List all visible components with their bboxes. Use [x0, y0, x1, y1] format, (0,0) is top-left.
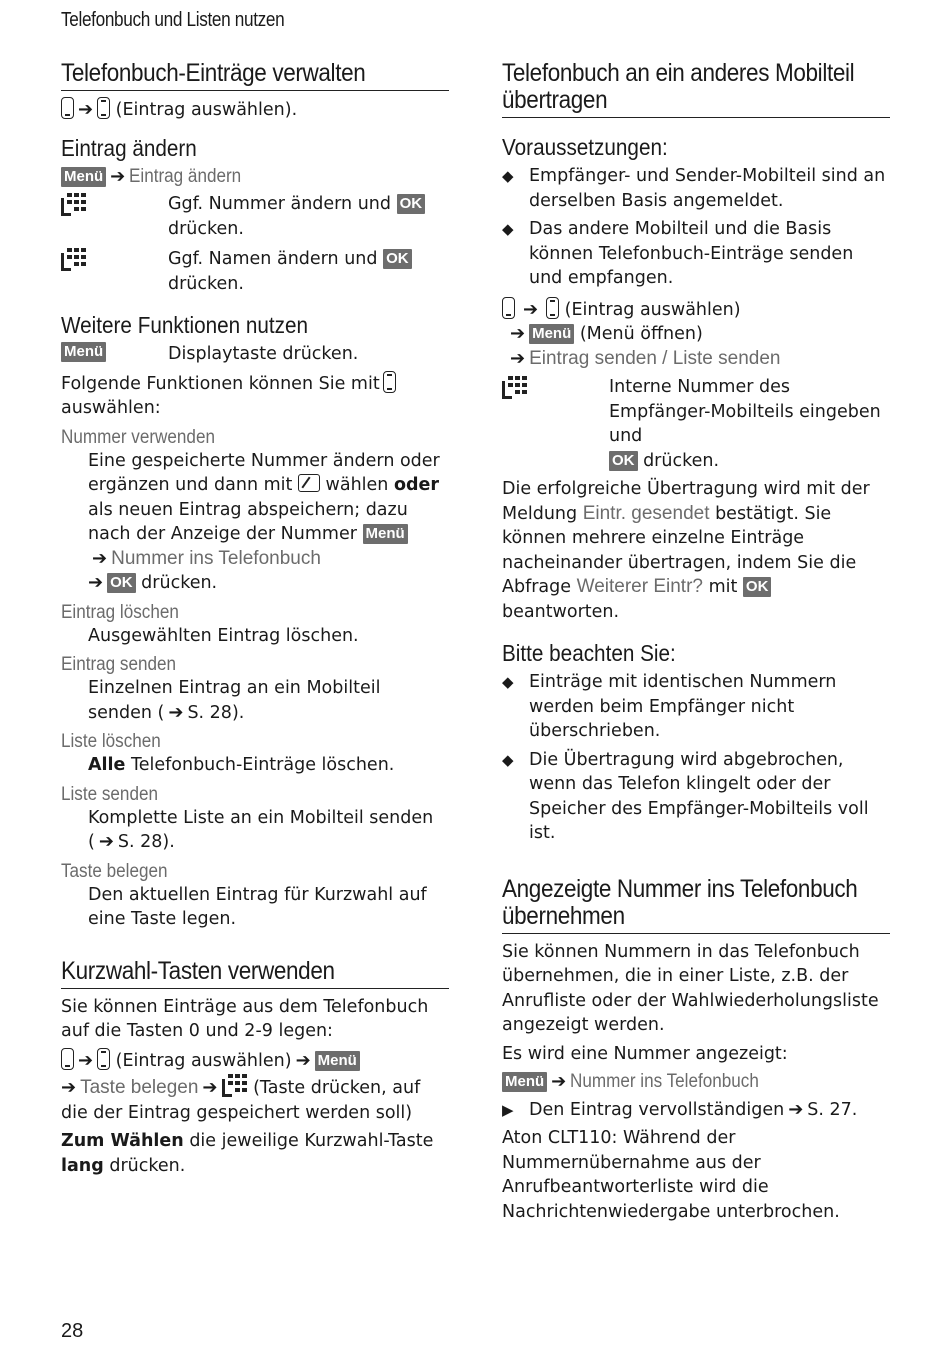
nav-instruction: ➔ (Eintrag auswählen) ➔ Menü ➔ Taste belegen ➔ (Taste drücken, auf die der Eintrag gespeichert werden soll): [61, 1049, 421, 1123]
function-label: Nummer verwenden: [61, 426, 215, 448]
nav-instruction: ➔ (Eintrag auswählen) ➔ Menü (Menü öffnen) ➔ Eintrag senden / Liste senden: [502, 297, 890, 372]
arrow-icon: ➔: [295, 1049, 311, 1071]
arrow-icon: ➔: [523, 298, 539, 320]
step-row: Ggf. Nummer ändern und OK drücken.: [61, 192, 449, 241]
function-label: Taste belegen: [61, 860, 168, 882]
bullet-item: ◆ Die Übertragung wird abgebrochen, wenn das Telefon klingelt oder der Speicher des Empfänger-Mobilteils voll ist.: [502, 748, 890, 846]
function-label: Eintrag löschen: [61, 601, 179, 623]
arrow-icon: ➔: [78, 1049, 94, 1071]
menu-key: Menü: [315, 1051, 360, 1071]
keypad-icon: [61, 192, 87, 218]
arrow-icon: ➔: [110, 165, 126, 187]
arrow-icon: ➔: [788, 1098, 804, 1120]
arrow-icon: ➔: [61, 1077, 77, 1098]
running-header: Telefonbuch und Listen nutzen: [61, 9, 285, 31]
arrow-icon: ➔: [168, 701, 184, 723]
arrow-icon: ➔: [78, 99, 94, 120]
paragraph: Zum Wählen die jeweilige Kurzwahl-Taste lang drücken.: [61, 1131, 434, 1176]
section-title: Kurzwahl-Tasten verwenden: [61, 958, 449, 989]
ok-key: OK: [107, 573, 136, 593]
nav-down-icon: [61, 1048, 74, 1070]
nav-updown-icon: [546, 297, 559, 319]
arrow-icon: ➔: [98, 831, 114, 852]
nav-down-icon: [502, 297, 515, 319]
paragraph: Folgende Funktionen können Sie mit auswählen:: [61, 371, 449, 421]
left-column: [61, 60, 449, 1181]
arrow-icon: ➔: [510, 347, 526, 369]
arrow-icon: ➔: [92, 547, 108, 569]
section-title: Telefonbuch-Einträge verwalten: [61, 60, 449, 91]
arrow-icon: ➔: [551, 1071, 567, 1092]
paragraph: Sie können Einträge aus dem Telefonbuch auf die Tasten 0 und 2-9 legen:: [61, 996, 429, 1041]
subsection-title: Voraussetzungen:: [502, 134, 668, 160]
ok-key: OK: [383, 249, 412, 269]
call-key-icon: [298, 474, 320, 492]
paragraph: Die erfolgreiche Übertragung wird mit der Meldung Eintr. gesendet bestätigt. Sie können mehrere einzelne Einträge nacheinander übertragen, indem Sie die Abfrage Weiterer Eintr? mit OK beantworten.: [502, 479, 870, 622]
function-label: Liste senden: [61, 783, 158, 805]
paragraph: Es wird eine Nummer angezeigt:: [502, 1043, 788, 1064]
paragraph: Sie können Nummern in das Telefonbuch übernehmen, die in einer Liste, z.B. der Anrufliste oder der Wahlwiederholungsliste angezeigt werden.: [502, 941, 879, 1035]
step-item: ▶ Den Eintrag vervollständigen ➔ S. 27.: [502, 1098, 890, 1123]
keypad-icon: [222, 1073, 248, 1099]
function-description: Eine gespeicherte Nummer ändern oder ergänzen und dann mit wählen oder als neuen Eintrag abspeichern; dazu nach der Anzeige der Nummer Menü➔ Nummer ins Telefonbuch ➔ OK drücken.: [88, 450, 440, 593]
function-label: Eintrag senden: [61, 654, 177, 675]
keypad-icon: [502, 375, 528, 401]
menu-key: Menü: [61, 342, 106, 362]
function-label: Liste löschen: [61, 731, 161, 752]
arrow-icon: ➔: [202, 1077, 218, 1098]
bullet-item: ◆ Das andere Mobilteil und die Basis können Telefonbuch-Einträge senden und empfangen.: [502, 217, 890, 291]
menu-path: Menü ➔ Nummer ins Telefonbuch: [502, 1070, 890, 1095]
function-description: Einzelnen Eintrag an ein Mobilteil senden ( ➔ S. 28).: [88, 678, 381, 723]
menu-path: Menü ➔ Eintrag ändern: [61, 165, 449, 190]
step-row: Ggf. Namen ändern und OK drücken.: [61, 247, 449, 296]
bullet-item: ◆ Empfänger- und Sender-Mobilteil sind an derselben Basis angemeldet.: [502, 164, 890, 213]
keypad-icon: [61, 247, 87, 273]
menu-key: Menü: [502, 1072, 547, 1092]
bullet-item: ◆ Einträge mit identischen Nummern werden beim Empfänger nicht überschrieben.: [502, 670, 890, 744]
nav-down-icon: [61, 97, 74, 119]
triangle-bullet-icon: ▶: [502, 1100, 514, 1119]
nav-updown-icon: [97, 97, 110, 119]
function-description: Den aktuellen Eintrag für Kurzwahl auf eine Taste legen.: [88, 884, 427, 929]
ok-key: OK: [743, 577, 772, 597]
section-title: Telefonbuch an ein anderes Mobilteil übertragen: [502, 60, 890, 118]
right-column: [502, 60, 890, 1227]
function-description: Ausgewählten Eintrag löschen.: [88, 625, 359, 646]
section-title: Angezeigte Nummer ins Telefonbuch übernehmen: [502, 876, 890, 934]
nav-updown-icon: [383, 371, 396, 393]
ok-key: OK: [397, 194, 426, 214]
page-number: 28: [61, 1320, 84, 1342]
diamond-bullet-icon: ◆: [502, 673, 514, 691]
menu-key: Menü: [529, 324, 574, 344]
subsection-title: Bitte beachten Sie:: [502, 640, 676, 666]
function-description: Komplette Liste an ein Mobilteil senden ( ➔ S. 28).: [88, 807, 434, 852]
subsection-title: Weitere Funktionen nutzen: [61, 312, 309, 338]
subsection-title: Eintrag ändern: [61, 134, 197, 161]
function-description: Alle Telefonbuch-Einträge löschen.: [88, 755, 395, 775]
diamond-bullet-icon: ◆: [502, 750, 514, 769]
menu-key: Menü: [61, 167, 106, 187]
diamond-bullet-icon: ◆: [502, 167, 514, 185]
diamond-bullet-icon: ◆: [502, 220, 514, 238]
nav-updown-icon: [97, 1048, 110, 1070]
nav-instruction: ➔ (Eintrag auswählen).: [61, 97, 449, 123]
step-row: Interne Nummer des Empfänger-Mobilteils eingeben und OK drücken.: [502, 375, 890, 473]
ok-key: OK: [609, 451, 638, 471]
arrow-icon: ➔: [88, 572, 104, 593]
menu-key: Menü: [363, 524, 408, 544]
step-row: Menü Displaytaste drücken.: [61, 342, 449, 367]
arrow-icon: ➔: [510, 323, 526, 344]
paragraph: Aton CLT110: Während der Nummernübernahme aus der Anrufbeantworterliste wird die Nachrichtenwiedergabe unterbrochen.: [502, 1128, 840, 1222]
